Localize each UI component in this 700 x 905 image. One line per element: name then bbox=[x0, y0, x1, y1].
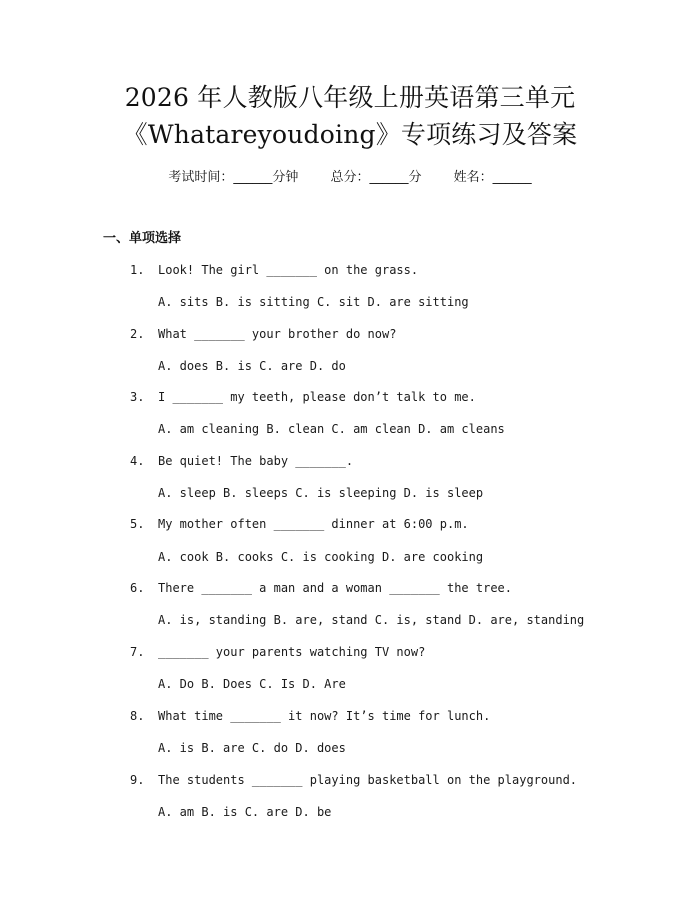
question-number: 7. bbox=[130, 645, 145, 659]
question-options: A. cook B. cooks C. is cooking D. are cooking bbox=[158, 550, 484, 564]
question-options: A. sits B. is sitting C. sit D. are sitting bbox=[158, 295, 469, 309]
question-options: A. is, standing B. are, stand C. is, stand D. are, standing bbox=[158, 613, 585, 627]
total-score-field: 总分：______分 bbox=[330, 170, 422, 185]
exam-time-field: 考试时间：______分钟 bbox=[168, 170, 299, 185]
question-number: 9. bbox=[130, 773, 145, 787]
question-options: A. Do B. Does C. Is D. Are bbox=[158, 677, 346, 691]
question-stem: I _______ my teeth, please don’t talk to me. bbox=[158, 390, 476, 404]
exam-info bbox=[0, 169, 700, 187]
question-number: 4. bbox=[130, 454, 145, 468]
question-stem: _______ your parents watching TV now? bbox=[158, 645, 426, 659]
question-stem: What time _______ it now? It’s time for lunch. bbox=[158, 709, 491, 723]
question-options: A. is B. are C. do D. does bbox=[158, 741, 346, 755]
question-options: A. am B. is C. are D. be bbox=[158, 805, 332, 819]
document-title-line-2: 《Whatareyoudoing》专项练习及答案 bbox=[122, 120, 578, 149]
question-number: 3. bbox=[130, 390, 145, 404]
question-stem: What _______ your brother do now? bbox=[158, 327, 397, 341]
question-options: A. does B. is C. are D. do bbox=[158, 359, 346, 373]
document-title-line-1: 2026 年人教版八年级上册英语第三单元 bbox=[124, 83, 576, 112]
question-options: A. am cleaning B. clean C. am clean D. am cleans bbox=[158, 422, 505, 436]
question-options: A. sleep B. sleeps C. is sleeping D. is sleep bbox=[158, 486, 484, 500]
question-stem: Be quiet! The baby _______. bbox=[158, 454, 354, 468]
question-number: 1. bbox=[130, 263, 145, 277]
name-field: 姓名：______ bbox=[453, 170, 532, 185]
question-stem: There _______ a man and a woman _______ the tree. bbox=[158, 581, 513, 595]
question-number: 2. bbox=[130, 327, 145, 341]
question-number: 5. bbox=[130, 517, 145, 531]
question-stem: My mother often _______ dinner at 6:00 p.m. bbox=[158, 517, 469, 531]
question-number: 6. bbox=[130, 581, 145, 595]
question-stem: The students _______ playing basketball on the playground. bbox=[158, 773, 578, 787]
section-heading-single-choice: 一、单项选择 bbox=[103, 231, 182, 246]
question-number: 8. bbox=[130, 709, 145, 723]
question-stem: Look! The girl _______ on the grass. bbox=[158, 263, 419, 277]
